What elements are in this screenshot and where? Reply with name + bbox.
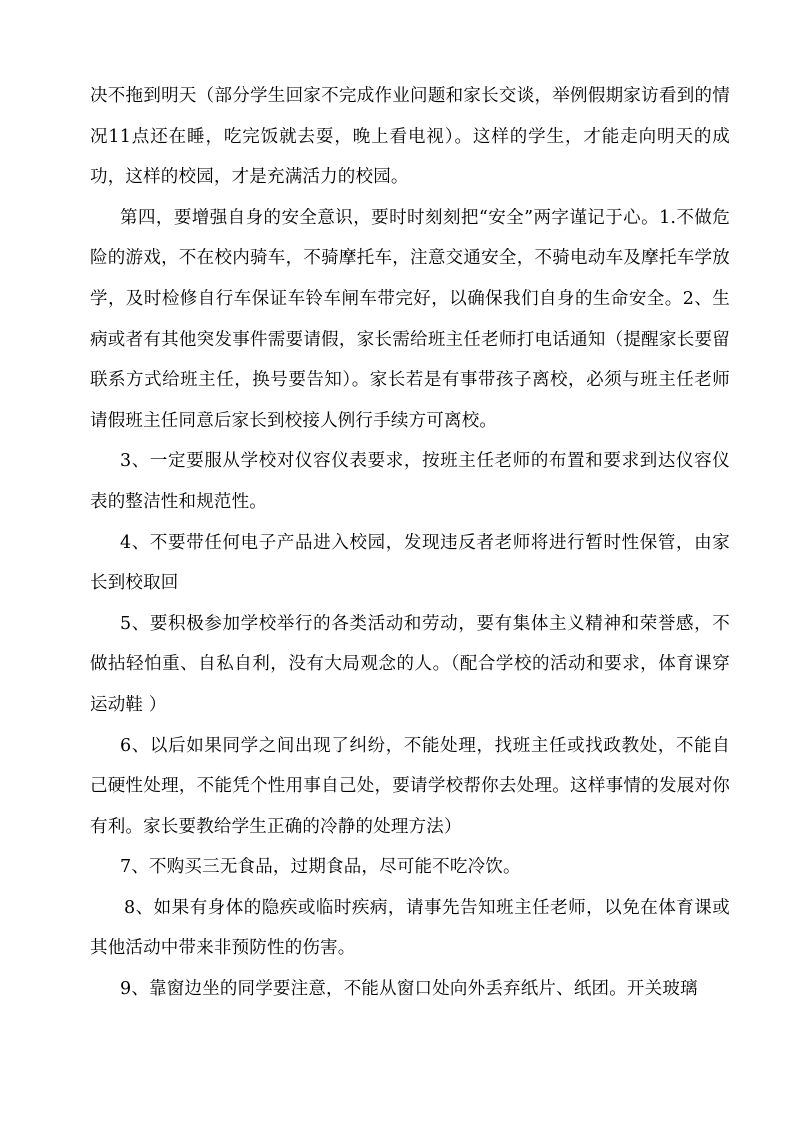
paragraph-continuation: 决不拖到明天（部分学生回家不完成作业问题和家长交谈，举例假期家访看到的情况11点还在睡，吃完饭就去耍，晚上看电视）。这样的学生，才能走向明天的成功，这样的校园，才是充满活力的校园。 xyxy=(90,86,730,188)
paragraph-item-4: 4、不要带任何电子产品进入校园，发现违反者老师将进行暂时性保管，由家长到校取回 xyxy=(90,532,730,594)
document-body xyxy=(90,76,730,1010)
paragraph-item-8: 8、如果有身体的隐疾或临时疾病，请事先告知班主任老师，以免在体育课或其他活动中带来非预防性的伤害。 xyxy=(90,897,730,959)
paragraph-item-3: 3、一定要服从学校对仪容仪表要求，按班主任老师的布置和要求到达仪容仪表的整洁性和规范性。 xyxy=(90,451,730,512)
paragraph-item-7: 7、不购买三无食品，过期食品，尽可能不吃冷饮。 xyxy=(120,857,521,878)
paragraph-item-6: 6、以后如果同学之间出现了纠纷，不能处理，找班主任或找政教处，不能自己硬性处理，不能凭个性用事自己处，要请学校帮你去处理。这样事情的发展对你有利。家长要教给学生正确的冷静的处理方法） xyxy=(90,735,730,837)
paragraph-item-5: 5、要积极参加学校举行的各类活动和劳动，要有集体主义精神和荣誉感，不做拈轻怕重、自私自利，没有大局观念的人。（配合学校的活动和要求，体育课穿运动鞋 ） xyxy=(90,613,730,715)
paragraph-item-9: 9、靠窗边坐的同学要注意，不能从窗口处向外丢弃纸片、纸团。开关玻璃 xyxy=(120,979,698,1000)
paragraph-safety-awareness: 第四，要增强自身的安全意识，要时时刻刻把“安全”两字谨记于心。1.不做危险的游戏，不在校内骑车，不骑摩托车，注意交通安全，不骑电动车及摩托车学放学，及时检修自行车保证车铃车闸车带完好，以确保我们自身的生命安全。2、生病或者有其他突发事件需要请假，家长需给班主任老师打电话通知（提醒家长要留联系方式给班主任，换号要告知）。家长若是有事带孩子离校，必须与班主任老师请假班主任同意后家长到校接人例行手续方可离校。 xyxy=(90,207,730,431)
